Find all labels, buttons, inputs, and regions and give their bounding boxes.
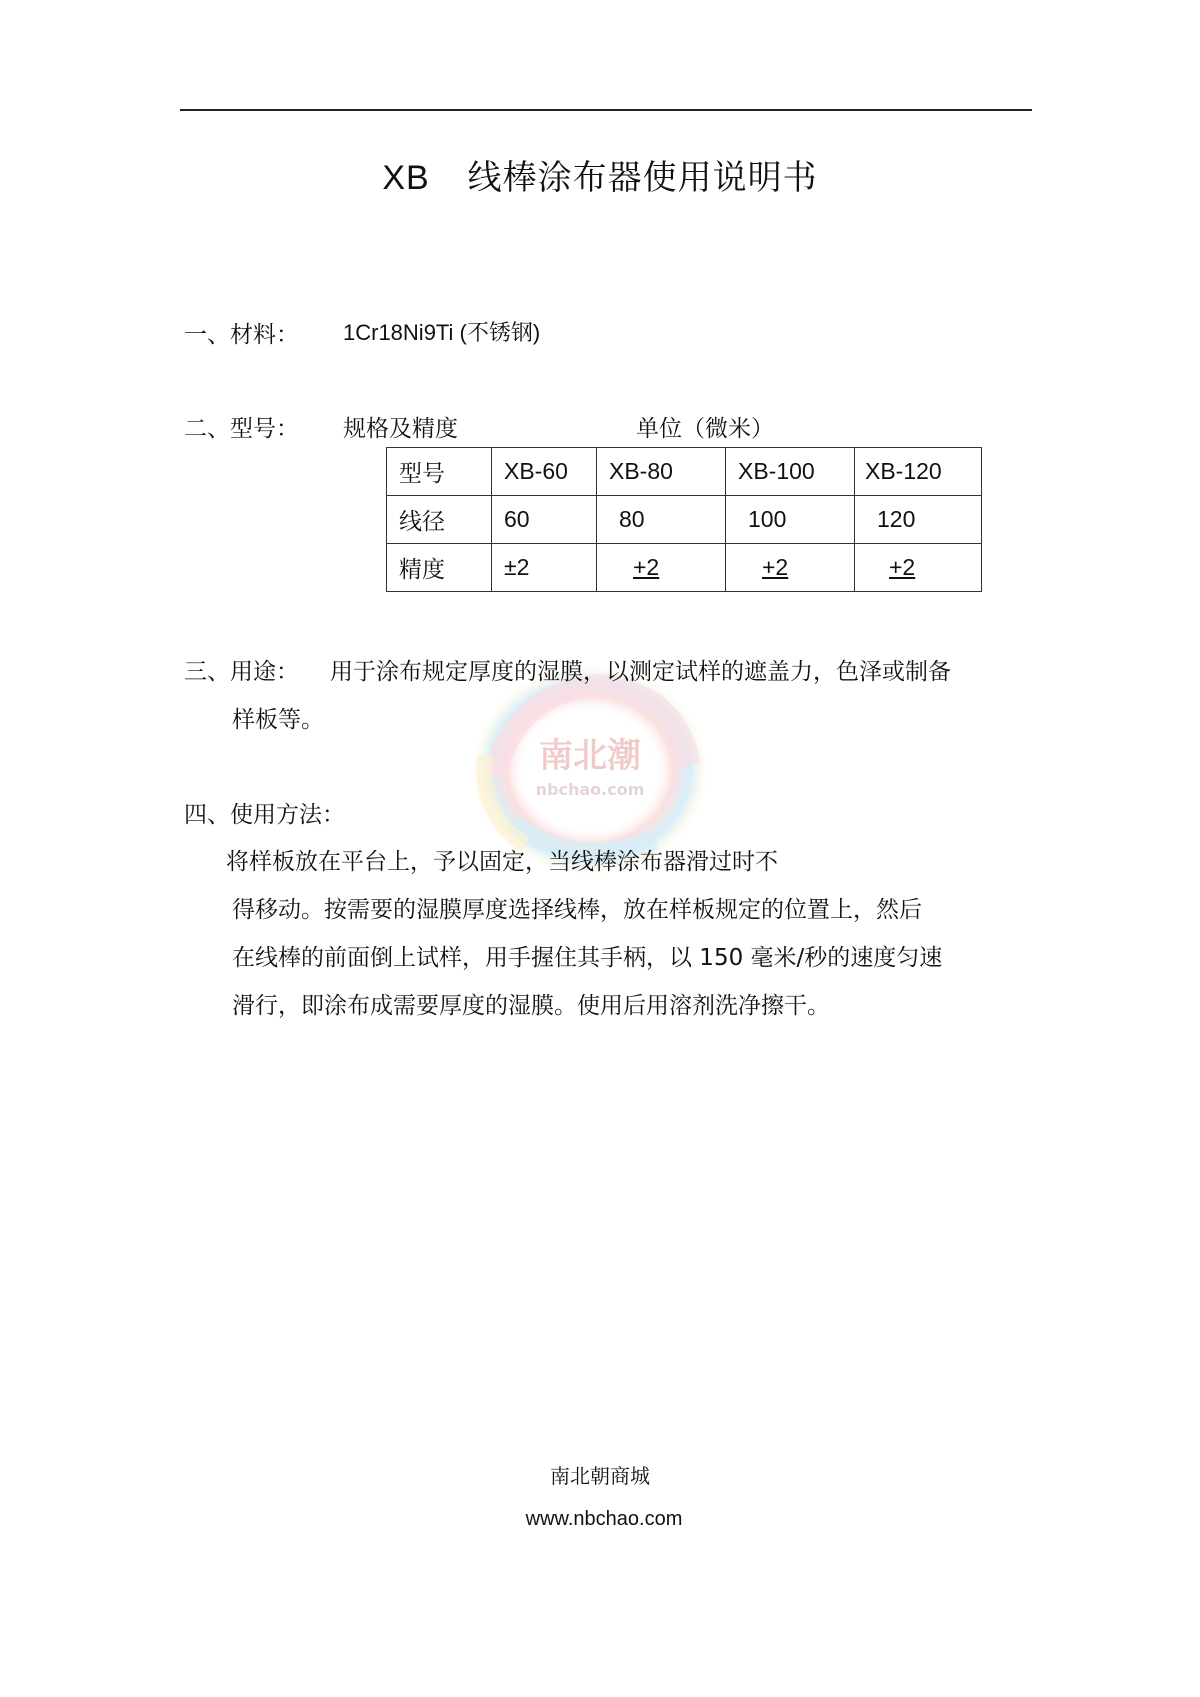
header-rule [180,109,1032,111]
table-cell: 80 [597,496,726,544]
table-row [387,448,982,496]
material-label: 一、材料： [184,322,299,348]
table-cell: +2 [855,544,982,592]
title-name: 线棒涂布器使用说明书 [467,158,818,198]
watermark-subtext: nbchao.com [535,780,645,799]
table-cell: +2 [726,544,855,592]
table-cell: 60 [492,496,597,544]
usage-text-line2: 样板等。 [232,707,324,733]
usage-text-line1: 用于涂布规定厚度的湿膜，以测定试样的遮盖力，色泽或制备 [330,659,951,685]
table-cell: 120 [855,496,982,544]
row-header: 精度 [387,544,492,592]
table-row [387,496,982,544]
model-label: 二、型号： [184,416,299,442]
table-cell: 100 [726,496,855,544]
title-code: XB [382,159,430,197]
usage-label: 三、用途： [184,659,299,685]
table-cell: XB-60 [492,448,597,496]
method-label: 四、使用方法： [184,802,345,828]
watermark-title: 南北潮 [539,736,641,776]
table-cell: XB-80 [597,448,726,496]
spec-table [386,447,982,592]
table-cell: XB-120 [855,448,982,496]
footer-company: 南北朝商城 [550,1464,650,1488]
table-cell: +2 [597,544,726,592]
row-header: 型号 [387,448,492,496]
method-text-line: 在线棒的前面倒上试样，用手握住其手柄，以 150 毫米/秒的速度匀速 [232,945,943,971]
method-text-line: 滑行，即涂布成需要厚度的湿膜。使用后用溶剂洗净擦干。 [232,993,830,1019]
document-title [0,150,1200,199]
table-cell: ±2 [492,544,597,592]
footer-url[interactable]: www.nbchao.com [525,1508,683,1530]
table-cell: XB-100 [726,448,855,496]
unit-label: 单位（微米） [636,416,774,442]
method-text-line: 将样板放在平台上，予以固定，当线棒涂布器滑过时不 [226,849,778,875]
spec-label: 规格及精度 [343,416,458,442]
table-row [387,544,982,592]
material-value: 1Cr18Ni9Ti (不锈钢) [343,320,541,345]
row-header: 线径 [387,496,492,544]
method-text-line: 得移动。按需要的湿膜厚度选择线棒，放在样板规定的位置上，然后 [232,897,922,923]
